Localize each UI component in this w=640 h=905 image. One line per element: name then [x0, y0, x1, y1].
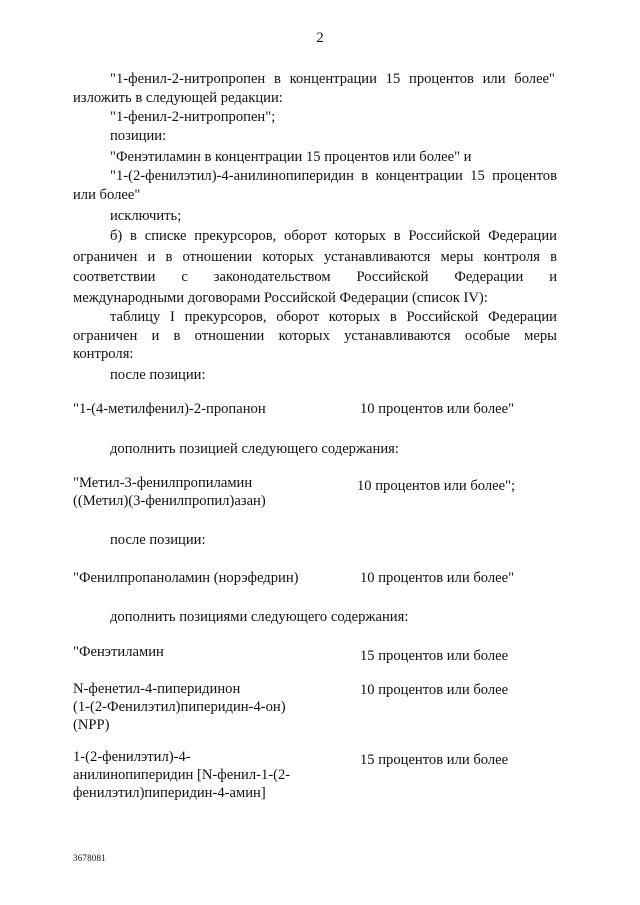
- document-code: 3678081: [73, 853, 106, 863]
- substance-name: (1-(2-Фенилэтил)пиперидин-4-он): [73, 699, 286, 715]
- substance-name: 1-(2-фенилэтил)-4-: [73, 749, 191, 765]
- concentration-value: 10 процентов или более": [360, 570, 515, 586]
- substance-name: (NPP): [73, 717, 110, 733]
- text-line: дополнить позициями следующего содержания:: [110, 609, 409, 625]
- text-line: "1-(2-фенилэтил)-4-анилинопиперидин в концентрации 15 процентов: [110, 168, 557, 184]
- text-line: таблицу I прекурсоров, оборот которых в Российской Федерации: [110, 309, 557, 325]
- text-line: изложить в следующей редакции:: [73, 90, 283, 106]
- substance-name: "Фенилпропаноламин (норэфедрин): [73, 570, 299, 586]
- text-line: после позиции:: [110, 532, 206, 548]
- page-number: 2: [316, 30, 324, 46]
- text-line: исключить;: [110, 208, 182, 224]
- concentration-value: 10 процентов или более": [360, 401, 515, 417]
- concentration-value: 15 процентов или более: [360, 648, 509, 664]
- text-line: дополнить позицией следующего содержания:: [110, 441, 399, 457]
- concentration-value: 15 процентов или более: [360, 752, 509, 768]
- text-line: контроля:: [73, 346, 134, 362]
- text-line: "1-фенил-2-нитропропен";: [110, 109, 276, 125]
- concentration-value: 10 процентов или более: [360, 682, 509, 698]
- text-line: ограничен и в отношении которых устанавливаются меры контроля в: [73, 249, 557, 265]
- text-line: позиции:: [110, 128, 167, 144]
- text-line: ограничен и в отношении которых устанавливаются особые меры: [73, 328, 557, 344]
- substance-name: фенилэтил)пиперидин-4-амин]: [73, 785, 266, 801]
- substance-name: "1-(4-метилфенил)-2-пропанон: [73, 401, 266, 417]
- text-line: международными договорами Российской Федерации (список IV):: [73, 290, 488, 306]
- text-line: "1-фенил-2-нитропропен в концентрации 15 процентов или более": [110, 71, 555, 87]
- text-line: б) в списке прекурсоров, оборот которых в Российской Федерации: [110, 228, 557, 244]
- text-line: "Фенэтиламин в концентрации 15 процентов или более" и: [110, 149, 472, 165]
- text-line: после позиции:: [110, 367, 206, 383]
- substance-name: "Метил-3-фенилпропиламин: [73, 475, 253, 491]
- text-line: или более": [73, 187, 141, 203]
- substance-name: "Фенэтиламин: [73, 644, 164, 660]
- concentration-value: 10 процентов или более";: [357, 478, 516, 494]
- substance-name: анилинопиперидин [N-фенил-1-(2-: [73, 767, 291, 783]
- text-line: соответствии с законодательством Российской Федерации и: [73, 269, 557, 285]
- substance-name: N-фенетил-4-пиперидинон: [73, 681, 241, 697]
- substance-name: ((Метил)(3-фенилпропил)азан): [73, 493, 266, 509]
